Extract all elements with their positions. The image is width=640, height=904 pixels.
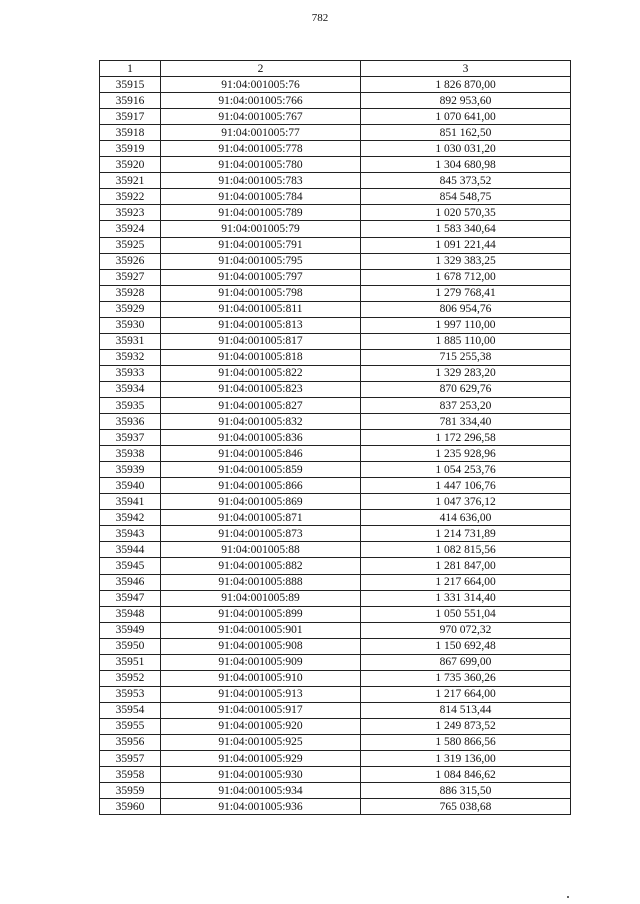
- table-row: [100, 767, 571, 783]
- cadastral-value-cell: 1 319 136,00: [361, 751, 571, 767]
- cadastral-value-cell: 837 253,20: [361, 397, 571, 413]
- cadastral-value-cell: 781 334,40: [361, 414, 571, 430]
- row-number-cell: 35950: [100, 638, 161, 654]
- cadastral-number-cell: 91:04:001005:869: [161, 494, 361, 510]
- table-row: [100, 189, 571, 205]
- cadastral-number-cell: 91:04:001005:910: [161, 670, 361, 686]
- row-number-cell: 35935: [100, 397, 161, 413]
- cadastral-number-cell: 91:04:001005:813: [161, 317, 361, 333]
- table-row: [100, 125, 571, 141]
- cadastral-value-cell: 1 214 731,89: [361, 526, 571, 542]
- cadastral-number-cell: 91:04:001005:901: [161, 622, 361, 638]
- cadastral-value-cell: 1 217 664,00: [361, 686, 571, 702]
- row-number-cell: 35922: [100, 189, 161, 205]
- cadastral-value-cell: 1 082 815,56: [361, 542, 571, 558]
- table-row: [100, 237, 571, 253]
- cadastral-value-cell: 1 091 221,44: [361, 237, 571, 253]
- cadastral-number-cell: 91:04:001005:767: [161, 109, 361, 125]
- table-row: [100, 542, 571, 558]
- cadastral-value-cell: 1 329 283,20: [361, 365, 571, 381]
- cadastral-value-cell: 1 281 847,00: [361, 558, 571, 574]
- table-row: [100, 510, 571, 526]
- row-number-cell: 35941: [100, 494, 161, 510]
- row-number-cell: 35919: [100, 141, 161, 157]
- cadastral-number-cell: 91:04:001005:836: [161, 430, 361, 446]
- table-row: [100, 397, 571, 413]
- table-row: [100, 269, 571, 285]
- cadastral-number-cell: 91:04:001005:908: [161, 638, 361, 654]
- table-row: [100, 173, 571, 189]
- page-number: 782: [311, 12, 329, 24]
- row-number-cell: 35958: [100, 767, 161, 783]
- table-row: [100, 590, 571, 606]
- table-body: [100, 77, 571, 815]
- cadastral-value-cell: 870 629,76: [361, 381, 571, 397]
- cadastral-number-cell: 91:04:001005:795: [161, 253, 361, 269]
- table-row: [100, 783, 571, 799]
- cadastral-value-cell: 1 217 664,00: [361, 574, 571, 590]
- cadastral-number-cell: 91:04:001005:882: [161, 558, 361, 574]
- cadastral-number-cell: 91:04:001005:913: [161, 686, 361, 702]
- table-row: [100, 317, 571, 333]
- cadastral-value-cell: 765 038,68: [361, 799, 571, 815]
- cadastral-value-cell: 1 050 551,04: [361, 606, 571, 622]
- table-row: [100, 686, 571, 702]
- cadastral-number-cell: 91:04:001005:783: [161, 173, 361, 189]
- cadastral-number-cell: 91:04:001005:798: [161, 285, 361, 301]
- cadastral-value-cell: 1 279 768,41: [361, 285, 571, 301]
- cadastral-value-table: [99, 60, 571, 815]
- table-row: [100, 430, 571, 446]
- cadastral-number-cell: 91:04:001005:823: [161, 381, 361, 397]
- cadastral-number-cell: 91:04:001005:934: [161, 783, 361, 799]
- row-number-cell: 35947: [100, 590, 161, 606]
- table-row: [100, 734, 571, 750]
- cadastral-number-cell: 91:04:001005:766: [161, 93, 361, 109]
- cadastral-number-cell: 91:04:001005:88: [161, 542, 361, 558]
- cadastral-value-cell: 1 054 253,76: [361, 462, 571, 478]
- column-header-2: 2: [161, 61, 361, 77]
- cadastral-number-cell: 91:04:001005:817: [161, 333, 361, 349]
- cadastral-value-cell: 1 047 376,12: [361, 494, 571, 510]
- row-number-cell: 35954: [100, 702, 161, 718]
- cadastral-value-cell: 886 315,50: [361, 783, 571, 799]
- cadastral-value-cell: 892 953,60: [361, 93, 571, 109]
- cadastral-value-cell: 1 997 110,00: [361, 317, 571, 333]
- cadastral-value-cell: 867 699,00: [361, 654, 571, 670]
- cadastral-value-cell: 851 162,50: [361, 125, 571, 141]
- cadastral-number-cell: 91:04:001005:925: [161, 734, 361, 750]
- row-number-cell: 35925: [100, 237, 161, 253]
- table-row: [100, 414, 571, 430]
- cadastral-number-cell: 91:04:001005:846: [161, 446, 361, 462]
- table-row: [100, 301, 571, 317]
- table-row: [100, 381, 571, 397]
- cadastral-value-cell: 970 072,32: [361, 622, 571, 638]
- cadastral-number-cell: 91:04:001005:791: [161, 237, 361, 253]
- row-number-cell: 35921: [100, 173, 161, 189]
- cadastral-value-cell: 1 447 106,76: [361, 478, 571, 494]
- cadastral-number-cell: 91:04:001005:871: [161, 510, 361, 526]
- cadastral-value-cell: 715 255,38: [361, 349, 571, 365]
- cadastral-number-cell: 91:04:001005:822: [161, 365, 361, 381]
- column-header-3: 3: [361, 61, 571, 77]
- row-number-cell: 35948: [100, 606, 161, 622]
- row-number-cell: 35945: [100, 558, 161, 574]
- cadastral-value-cell: 1 020 570,35: [361, 205, 571, 221]
- cadastral-value-cell: 1 583 340,64: [361, 221, 571, 237]
- row-number-cell: 35926: [100, 253, 161, 269]
- cadastral-number-cell: 91:04:001005:859: [161, 462, 361, 478]
- row-number-cell: 35942: [100, 510, 161, 526]
- row-number-cell: 35924: [100, 221, 161, 237]
- row-number-cell: 35923: [100, 205, 161, 221]
- cadastral-number-cell: 91:04:001005:929: [161, 751, 361, 767]
- cadastral-number-cell: 91:04:001005:832: [161, 414, 361, 430]
- cadastral-value-cell: 1 249 873,52: [361, 718, 571, 734]
- cadastral-number-cell: 91:04:001005:797: [161, 269, 361, 285]
- cadastral-number-cell: 91:04:001005:789: [161, 205, 361, 221]
- cadastral-value-cell: 1 172 296,58: [361, 430, 571, 446]
- cadastral-value-cell: 814 513,44: [361, 702, 571, 718]
- cadastral-number-cell: 91:04:001005:909: [161, 654, 361, 670]
- cadastral-value-cell: 1 580 866,56: [361, 734, 571, 750]
- table-row: [100, 526, 571, 542]
- table-row: [100, 109, 571, 125]
- row-number-cell: 35959: [100, 783, 161, 799]
- cadastral-value-cell: 1 070 641,00: [361, 109, 571, 125]
- table-row: [100, 141, 571, 157]
- row-number-cell: 35928: [100, 285, 161, 301]
- table-row: [100, 365, 571, 381]
- cadastral-value-cell: 1 304 680,98: [361, 157, 571, 173]
- cadastral-number-cell: 91:04:001005:827: [161, 397, 361, 413]
- cadastral-number-cell: 91:04:001005:888: [161, 574, 361, 590]
- cadastral-number-cell: 91:04:001005:780: [161, 157, 361, 173]
- row-number-cell: 35932: [100, 349, 161, 365]
- row-number-cell: 35936: [100, 414, 161, 430]
- cadastral-value-cell: 1 735 360,26: [361, 670, 571, 686]
- table-row: [100, 77, 571, 93]
- cadastral-value-cell: 1 150 692,48: [361, 638, 571, 654]
- row-number-cell: 35953: [100, 686, 161, 702]
- row-number-cell: 35944: [100, 542, 161, 558]
- row-number-cell: 35933: [100, 365, 161, 381]
- cadastral-number-cell: 91:04:001005:818: [161, 349, 361, 365]
- row-number-cell: 35931: [100, 333, 161, 349]
- row-number-cell: 35960: [100, 799, 161, 815]
- cadastral-value-cell: 1 331 314,40: [361, 590, 571, 606]
- table-row: [100, 558, 571, 574]
- cadastral-value-cell: 1 329 383,25: [361, 253, 571, 269]
- table-header-row: [100, 61, 571, 77]
- table-row: [100, 157, 571, 173]
- cadastral-number-cell: 91:04:001005:89: [161, 590, 361, 606]
- cadastral-value-cell: 1 885 110,00: [361, 333, 571, 349]
- row-number-cell: 35955: [100, 718, 161, 734]
- row-number-cell: 35916: [100, 93, 161, 109]
- cadastral-value-cell: 1 084 846,62: [361, 767, 571, 783]
- row-number-cell: 35930: [100, 317, 161, 333]
- row-number-cell: 35946: [100, 574, 161, 590]
- cadastral-value-cell: 1 826 870,00: [361, 77, 571, 93]
- cadastral-number-cell: 91:04:001005:784: [161, 189, 361, 205]
- cadastral-number-cell: 91:04:001005:920: [161, 718, 361, 734]
- cadastral-number-cell: 91:04:001005:873: [161, 526, 361, 542]
- row-number-cell: 35949: [100, 622, 161, 638]
- table-row: [100, 574, 571, 590]
- table-row: [100, 670, 571, 686]
- cadastral-value-cell: 1 235 928,96: [361, 446, 571, 462]
- row-number-cell: 35929: [100, 301, 161, 317]
- row-number-cell: 35915: [100, 77, 161, 93]
- cadastral-number-cell: 91:04:001005:79: [161, 221, 361, 237]
- cadastral-value-cell: 854 548,75: [361, 189, 571, 205]
- row-number-cell: 35940: [100, 478, 161, 494]
- row-number-cell: 35956: [100, 734, 161, 750]
- cadastral-number-cell: 91:04:001005:936: [161, 799, 361, 815]
- table-row: [100, 654, 571, 670]
- table-row: [100, 718, 571, 734]
- row-number-cell: 35951: [100, 654, 161, 670]
- table-row: [100, 93, 571, 109]
- cadastral-number-cell: 91:04:001005:811: [161, 301, 361, 317]
- cadastral-value-cell: 845 373,52: [361, 173, 571, 189]
- cadastral-value-cell: 806 954,76: [361, 301, 571, 317]
- table-row: [100, 285, 571, 301]
- table-row: [100, 799, 571, 815]
- table-row: [100, 221, 571, 237]
- row-number-cell: 35939: [100, 462, 161, 478]
- table-row: [100, 702, 571, 718]
- row-number-cell: 35952: [100, 670, 161, 686]
- cadastral-number-cell: 91:04:001005:899: [161, 606, 361, 622]
- row-number-cell: 35917: [100, 109, 161, 125]
- row-number-cell: 35943: [100, 526, 161, 542]
- cadastral-value-cell: 1 678 712,00: [361, 269, 571, 285]
- row-number-cell: 35927: [100, 269, 161, 285]
- table-row: [100, 606, 571, 622]
- scan-mark: [567, 896, 569, 898]
- table-row: [100, 622, 571, 638]
- table-row: [100, 446, 571, 462]
- cadastral-number-cell: 91:04:001005:778: [161, 141, 361, 157]
- cadastral-number-cell: 91:04:001005:76: [161, 77, 361, 93]
- cadastral-number-cell: 91:04:001005:866: [161, 478, 361, 494]
- row-number-cell: 35918: [100, 125, 161, 141]
- row-number-cell: 35920: [100, 157, 161, 173]
- table-row: [100, 349, 571, 365]
- cadastral-value-cell: 414 636,00: [361, 510, 571, 526]
- cadastral-number-cell: 91:04:001005:77: [161, 125, 361, 141]
- cadastral-number-cell: 91:04:001005:917: [161, 702, 361, 718]
- row-number-cell: 35938: [100, 446, 161, 462]
- table-row: [100, 333, 571, 349]
- column-header-1: 1: [100, 61, 161, 77]
- table-row: [100, 205, 571, 221]
- row-number-cell: 35934: [100, 381, 161, 397]
- table-row: [100, 638, 571, 654]
- table-row: [100, 253, 571, 269]
- table-row: [100, 751, 571, 767]
- table-row: [100, 494, 571, 510]
- table-row: [100, 478, 571, 494]
- row-number-cell: 35937: [100, 430, 161, 446]
- cadastral-value-cell: 1 030 031,20: [361, 141, 571, 157]
- table-row: [100, 462, 571, 478]
- cadastral-number-cell: 91:04:001005:930: [161, 767, 361, 783]
- row-number-cell: 35957: [100, 751, 161, 767]
